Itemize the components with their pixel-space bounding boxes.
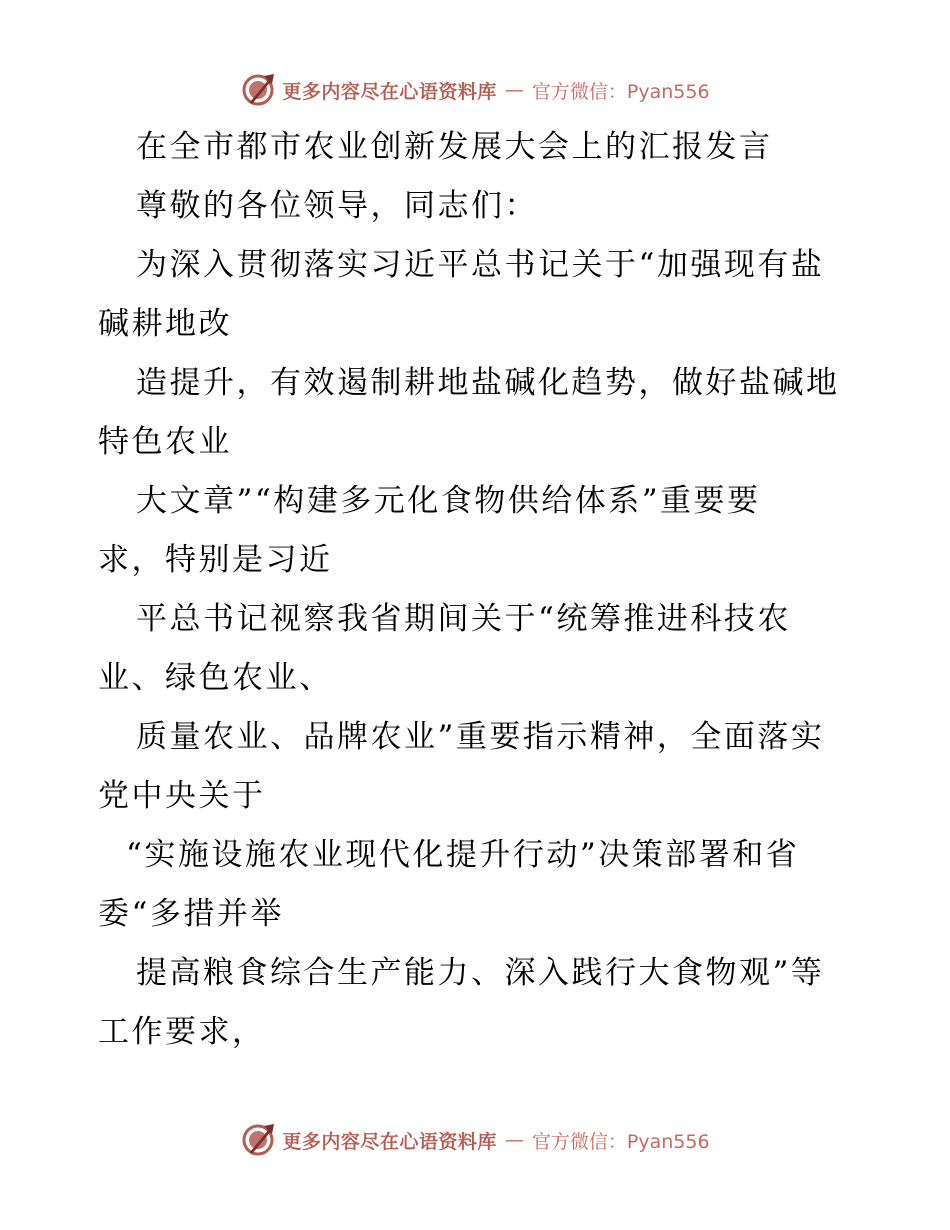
paragraph-line: 大文章”“构建多元化食物供给体系”重要要 bbox=[136, 483, 761, 519]
paragraph-line: 党中央关于 bbox=[98, 778, 266, 814]
paragraph-line: 平总书记视察我省期间关于“统筹推进科技农 bbox=[136, 601, 791, 637]
paragraph-line: 委“多措并举 bbox=[98, 896, 284, 932]
paragraph-line: 业、绿色农业、 bbox=[98, 660, 333, 696]
salutation: 尊敬的各位领导，同志们： bbox=[136, 188, 538, 224]
banner-wechat-text: 官方微信：Pyan556 bbox=[531, 80, 710, 103]
paragraph-line: 碱耕地改 bbox=[98, 306, 232, 342]
paragraph-line: 质量农业、品牌农业”重要指示精神，全面落实 bbox=[136, 719, 825, 755]
paragraph-line: 求，特别是习近 bbox=[98, 542, 333, 578]
banner-main-text: 更多内容尽在心语资料库 bbox=[282, 80, 497, 103]
banner-wechat-text: 官方微信：Pyan556 bbox=[531, 1130, 710, 1153]
paragraph-line: 工作要求， bbox=[98, 1014, 266, 1050]
document-body bbox=[98, 118, 858, 1062]
document-title: 在全市都市农业创新发展大会上的汇报发言 bbox=[136, 129, 773, 165]
quill-seal-icon bbox=[240, 1122, 276, 1158]
banner-content bbox=[240, 1122, 709, 1158]
paragraph-line: 造提升，有效遏制耕地盐碱化趋势，做好盐碱地 bbox=[136, 365, 840, 401]
footer-banner bbox=[0, 1120, 950, 1160]
paragraph-line: 为深入贯彻落实习近平总书记关于“加强现有盐 bbox=[136, 247, 825, 283]
banner-main-text: 更多内容尽在心语资料库 bbox=[282, 1130, 497, 1153]
quill-seal-icon bbox=[240, 72, 276, 108]
banner-dash: — bbox=[504, 1129, 524, 1151]
banner-dash: — bbox=[504, 79, 524, 101]
paragraph-line: 特色农业 bbox=[98, 424, 232, 460]
paragraph-line: “实施设施农业现代化提升行动”决策部署和省 bbox=[126, 837, 800, 873]
banner-content bbox=[240, 72, 709, 108]
header-banner bbox=[0, 70, 950, 110]
paragraph-line: 提高粮食综合生产能力、深入践行大食物观”等 bbox=[136, 955, 825, 991]
